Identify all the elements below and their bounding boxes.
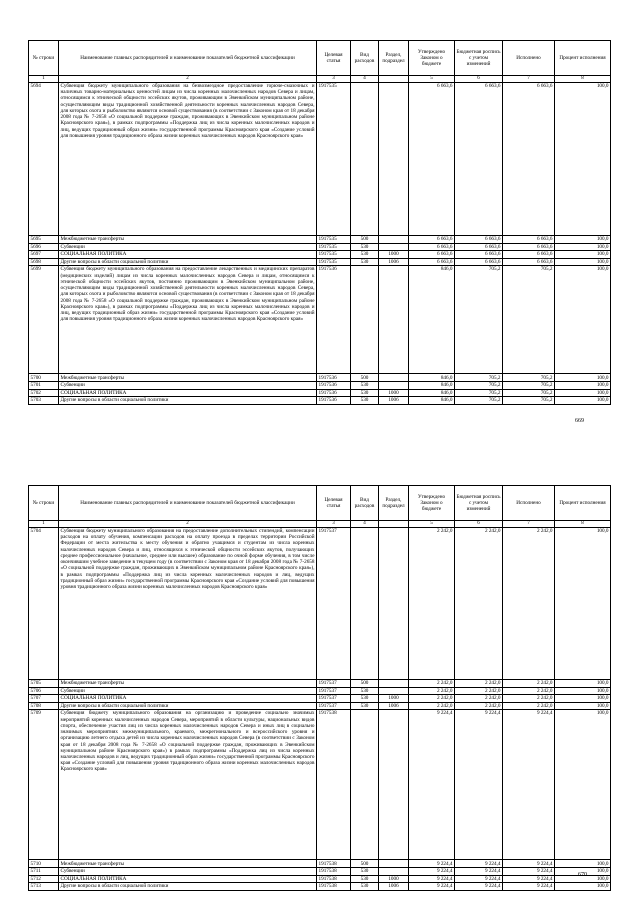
row-executed: 705,2: [503, 266, 555, 374]
row-expense-kind: 500: [351, 236, 379, 244]
row-name: СОЦИАЛЬНАЯ ПОЛИТИКА: [59, 389, 317, 397]
row-expense-kind: 530: [351, 381, 379, 389]
row-number: 5699: [29, 266, 59, 374]
row-approved: 846,0: [409, 266, 455, 374]
row-budget-list: 9 224,4: [455, 860, 503, 868]
header-name: Наименование главных распорядителей и наименование показателей бюджетной классификации: [59, 486, 317, 521]
row-percent: 100,0: [555, 236, 611, 244]
row-executed: 705,2: [503, 389, 555, 397]
row-budget-list: 2 242,0: [455, 687, 503, 695]
row-name: Другие вопросы в области социальной политики: [59, 258, 317, 266]
row-target-article: 1917536: [317, 381, 351, 389]
row-budget-list: 6 663,6: [455, 243, 503, 251]
column-number: 1: [29, 76, 59, 83]
row-section: [379, 680, 409, 688]
row-name: Субвенции: [59, 381, 317, 389]
row-executed: 6 663,6: [503, 258, 555, 266]
row-name: Другие вопросы в области социальной политики: [59, 883, 317, 891]
table-row: [29, 687, 611, 695]
table-row: [29, 236, 611, 244]
row-number: 5705: [29, 680, 59, 688]
column-number: 7: [503, 76, 555, 83]
table-row: [29, 397, 611, 405]
row-section: [379, 528, 409, 680]
column-number: 5: [409, 76, 455, 83]
row-percent: 100,0: [555, 389, 611, 397]
row-percent: 100,0: [555, 251, 611, 259]
row-name: СОЦИАЛЬНАЯ ПОЛИТИКА: [59, 875, 317, 883]
row-expense-kind: [351, 710, 379, 860]
table-row: [29, 251, 611, 259]
row-approved: 6 663,6: [409, 251, 455, 259]
row-approved: 9 224,4: [409, 710, 455, 860]
column-number: 2: [59, 521, 317, 528]
row-approved: 6 663,6: [409, 236, 455, 244]
table-row: [29, 266, 611, 374]
row-section: [379, 381, 409, 389]
row-target-article: 1917535: [317, 83, 351, 236]
header-approved: Утверждено Законом о бюджете: [409, 486, 455, 521]
row-budget-list: 6 663,6: [455, 83, 503, 236]
row-section: 1000: [379, 695, 409, 703]
row-number: 5706: [29, 687, 59, 695]
row-target-article: 1917538: [317, 710, 351, 860]
header-section: Раздел, подраздел: [379, 41, 409, 76]
header-row-number: № строки: [29, 41, 59, 76]
row-executed: 2 242,0: [503, 687, 555, 695]
row-section: [379, 83, 409, 236]
row-budget-list: 705,2: [455, 266, 503, 374]
header-percent: Процент исполнения: [555, 41, 611, 76]
row-name: Другие вопросы в области социальной политики: [59, 397, 317, 405]
row-percent: 100,0: [555, 710, 611, 860]
row-section: [379, 860, 409, 868]
row-section: [379, 266, 409, 374]
row-number: 5713: [29, 883, 59, 891]
table-row: [29, 860, 611, 868]
row-approved: 9 224,4: [409, 867, 455, 875]
row-executed: 2 242,0: [503, 695, 555, 703]
column-number-row: [29, 521, 611, 528]
table-row: [29, 243, 611, 251]
row-budget-list: 9 224,4: [455, 867, 503, 875]
row-executed: 2 242,0: [503, 680, 555, 688]
row-number: 5711: [29, 867, 59, 875]
row-name: СОЦИАЛЬНАЯ ПОЛИТИКА: [59, 251, 317, 259]
row-expense-kind: 530: [351, 397, 379, 405]
table-row: [29, 875, 611, 883]
row-percent: 100,0: [555, 83, 611, 236]
row-name: Субвенции: [59, 687, 317, 695]
row-section: 1006: [379, 397, 409, 405]
row-expense-kind: 530: [351, 867, 379, 875]
row-description: Субвенция бюджету муниципального образования на организацию и проведение социально значимых мероприятий коренных малочисленных народов Севера, мероприятий в области культуры, национальных видов спорта, обеспечение участия лиц из числа коренных малочисленных народов Севера и иных лиц в социально значимых мероприятиях межмуниципального, краевого, межрегионального и всероссийского уровня и организацию летнего отдыха детей из числа коренных малочисленных народов Севера (в соответствии с Законом края от 18 декабря 2008 года № 7-2658 «О социальной поддержке граждан, проживающих в Эвенкийском муниципальном районе Красноярского края») в рамках подпрограммы «Поддержка лиц из числа коренных малочисленных народов и лиц, ведущих традиционный образ жизни» государственной программы Красноярского края «Создание условий для повышения уровня традиционного образа жизни коренных малочисленных народов Красноярского края»: [59, 710, 317, 860]
header-executed: Исполнено: [503, 486, 555, 521]
row-section: 1006: [379, 883, 409, 891]
row-section: [379, 236, 409, 244]
row-section: [379, 374, 409, 382]
document-page-670: [0, 452, 640, 905]
table-row: [29, 702, 611, 710]
row-approved: 9 224,4: [409, 860, 455, 868]
row-section: 1000: [379, 875, 409, 883]
row-section: [379, 687, 409, 695]
column-number: 2: [59, 76, 317, 83]
table-row: [29, 83, 611, 236]
row-expense-kind: 500: [351, 680, 379, 688]
row-budget-list: 6 663,6: [455, 251, 503, 259]
column-number: 6: [455, 521, 503, 528]
row-expense-kind: [351, 266, 379, 374]
row-budget-list: 2 242,0: [455, 680, 503, 688]
row-percent: 100,0: [555, 374, 611, 382]
row-expense-kind: 530: [351, 251, 379, 259]
row-name: Межбюджетные трансферты: [59, 236, 317, 244]
row-target-article: 1917537: [317, 528, 351, 680]
row-number: 5710: [29, 860, 59, 868]
row-percent: 100,0: [555, 687, 611, 695]
budget-table: [28, 40, 611, 405]
row-executed: 6 663,6: [503, 236, 555, 244]
row-executed: 705,2: [503, 381, 555, 389]
row-percent: 100,0: [555, 702, 611, 710]
row-section: [379, 867, 409, 875]
page-number: 670: [578, 872, 587, 878]
row-section: 1006: [379, 702, 409, 710]
row-expense-kind: 530: [351, 695, 379, 703]
row-target-article: 1917536: [317, 389, 351, 397]
row-name: Другие вопросы в области социальной политики: [59, 702, 317, 710]
row-target-article: 1917535: [317, 236, 351, 244]
budget-table: [28, 485, 611, 891]
row-section: 1000: [379, 251, 409, 259]
header-expense-kind: Вид расходов: [351, 41, 379, 76]
row-approved: 6 663,6: [409, 243, 455, 251]
header-budget-list: Бюджетная роспись с учетом изменений: [455, 41, 503, 76]
row-expense-kind: [351, 83, 379, 236]
row-number: 5703: [29, 397, 59, 405]
row-expense-kind: 530: [351, 243, 379, 251]
row-expense-kind: 500: [351, 860, 379, 868]
row-approved: 9 224,4: [409, 883, 455, 891]
row-description: Субвенция бюджету муниципального образования на предоставление лекарственных и медицинских препаратов (медицинских изделий) лицам из числа коренных малочисленных народов Севера и лицам, относящимся к этнической общности эссейских якутов, постоянно проживающим в Эвенкийском муниципальном районе, осуществляющим виды традиционной хозяйственной деятельности коренных малочисленных народов Севера, для которых охота и рыболовство являются основой существования (в соответствии с Законом края от 18 декабря 2008 года № 7-2658 «О социальной поддержке граждан, проживающих в Эвенкийском муниципальном районе Красноярского края»), в рамках подпрограммы «Поддержка лиц из числа коренных малочисленных народов и лиц, ведущих традиционный образ жизни» государственной программы Красноярского края «Создание условий для повышения уровня традиционного образа жизни коренных малочисленных народов Красноярского края»: [59, 266, 317, 374]
row-budget-list: 2 242,0: [455, 702, 503, 710]
row-expense-kind: [351, 528, 379, 680]
row-approved: 846,0: [409, 381, 455, 389]
column-number: 6: [455, 76, 503, 83]
row-target-article: 1917537: [317, 695, 351, 703]
row-section: [379, 710, 409, 860]
row-approved: 2 242,0: [409, 695, 455, 703]
row-expense-kind: 530: [351, 702, 379, 710]
column-number-row: [29, 76, 611, 83]
header-target-article: Целевая статья: [317, 486, 351, 521]
row-approved: 2 242,0: [409, 702, 455, 710]
row-name: Межбюджетные трансферты: [59, 374, 317, 382]
row-description: Субвенция бюджету муниципального образования на безвозмездное предоставление горюче-смазочных и наличных товарно-материальных ценностей лицам из числа коренных малочисленных народов Севера и лицам, относящимся к этнической общности эссейских якутов, проживающим в Эвенкийском муниципальном районе, осуществляющим виды традиционной хозяйственной деятельности коренных малочисленных народов Севера, для которых охота и рыболовство являются основой существования (в соответствии с Законом края от 18 декабря 2008 года № 7-2658 «О социальной поддержке граждан, проживающих в Эвенкийском муниципальном районе Красноярского края»), в рамках подпрограммы «Поддержка лиц из числа коренных малочисленных народов и лиц, ведущих традиционный образ жизни» государственной программы Красноярского края «Создание условий для повышения уровня традиционного образа жизни коренных малочисленных народов Красноярского края»: [59, 83, 317, 236]
row-name: СОЦИАЛЬНАЯ ПОЛИТИКА: [59, 695, 317, 703]
row-budget-list: 9 224,4: [455, 875, 503, 883]
column-number: 4: [351, 521, 379, 528]
row-executed: 6 663,6: [503, 243, 555, 251]
row-approved: 6 663,6: [409, 83, 455, 236]
column-number: 7: [503, 521, 555, 528]
column-number: 8: [555, 76, 611, 83]
row-target-article: 1917536: [317, 374, 351, 382]
column-number: [379, 521, 409, 528]
document-page-669: [0, 0, 640, 452]
row-target-article: 1917538: [317, 883, 351, 891]
page-number: 669: [575, 418, 584, 424]
row-executed: 705,2: [503, 397, 555, 405]
row-approved: 9 224,4: [409, 875, 455, 883]
header-row-number: № строки: [29, 486, 59, 521]
row-approved: 2 242,0: [409, 680, 455, 688]
row-approved: 6 663,6: [409, 258, 455, 266]
row-percent: 100,0: [555, 867, 611, 875]
table-row: [29, 528, 611, 680]
row-approved: 2 242,0: [409, 528, 455, 680]
row-section: 1000: [379, 389, 409, 397]
row-target-article: 1917536: [317, 397, 351, 405]
row-expense-kind: 500: [351, 374, 379, 382]
column-number: 8: [555, 521, 611, 528]
row-executed: 9 224,4: [503, 867, 555, 875]
header-expense-kind: Вид расходов: [351, 486, 379, 521]
row-expense-kind: 530: [351, 687, 379, 695]
row-approved: 846,0: [409, 389, 455, 397]
row-executed: 705,2: [503, 374, 555, 382]
row-name: Межбюджетные трансферты: [59, 680, 317, 688]
row-target-article: 1917537: [317, 680, 351, 688]
column-number: 4: [351, 76, 379, 83]
row-target-article: 1917537: [317, 702, 351, 710]
table-row: [29, 867, 611, 875]
row-name: Субвенции: [59, 243, 317, 251]
row-percent: 100,0: [555, 860, 611, 868]
row-expense-kind: 530: [351, 258, 379, 266]
row-target-article: 1917537: [317, 687, 351, 695]
header-budget-list: Бюджетная роспись с учетом изменений: [455, 486, 503, 521]
row-number: 5702: [29, 389, 59, 397]
row-number: 5704: [29, 528, 59, 680]
row-section: 1006: [379, 258, 409, 266]
row-target-article: 1917535: [317, 243, 351, 251]
row-executed: 6 663,6: [503, 251, 555, 259]
table-row: [29, 883, 611, 891]
header-percent: Процент исполнения: [555, 486, 611, 521]
column-number: 3: [317, 521, 351, 528]
row-executed: 2 242,0: [503, 528, 555, 680]
row-percent: 100,0: [555, 397, 611, 405]
row-number: 5709: [29, 710, 59, 860]
row-executed: 9 224,4: [503, 860, 555, 868]
header-executed: Исполнено: [503, 41, 555, 76]
row-expense-kind: 530: [351, 389, 379, 397]
row-target-article: 1917538: [317, 867, 351, 875]
table-row: [29, 695, 611, 703]
row-number: 5707: [29, 695, 59, 703]
row-budget-list: 705,2: [455, 389, 503, 397]
row-approved: 846,0: [409, 397, 455, 405]
row-executed: 9 224,4: [503, 875, 555, 883]
row-number: 5694: [29, 83, 59, 236]
row-target-article: 1917535: [317, 258, 351, 266]
row-number: 5695: [29, 236, 59, 244]
row-name: Субвенции: [59, 867, 317, 875]
table-row: [29, 374, 611, 382]
row-budget-list: 9 224,4: [455, 710, 503, 860]
row-executed: 2 242,0: [503, 702, 555, 710]
column-number: 5: [409, 521, 455, 528]
table-row: [29, 381, 611, 389]
row-expense-kind: 530: [351, 883, 379, 891]
table-row: [29, 258, 611, 266]
column-number: 1: [29, 521, 59, 528]
row-target-article: 1917536: [317, 266, 351, 374]
row-target-article: 1917538: [317, 860, 351, 868]
row-number: 5700: [29, 374, 59, 382]
row-section: [379, 243, 409, 251]
row-percent: 100,0: [555, 695, 611, 703]
row-number: 5696: [29, 243, 59, 251]
row-executed: 9 224,4: [503, 883, 555, 891]
header-target-article: Целевая статья: [317, 41, 351, 76]
row-number: 5708: [29, 702, 59, 710]
row-executed: 9 224,4: [503, 710, 555, 860]
table-row: [29, 710, 611, 860]
row-number: 5701: [29, 381, 59, 389]
row-approved: 2 242,0: [409, 687, 455, 695]
header-section: Раздел, подраздел: [379, 486, 409, 521]
column-number: 3: [317, 76, 351, 83]
table-row: [29, 389, 611, 397]
row-budget-list: 6 663,6: [455, 236, 503, 244]
row-expense-kind: 530: [351, 875, 379, 883]
row-percent: 100,0: [555, 258, 611, 266]
header-name: Наименование главных распорядителей и наименование показателей бюджетной классификации: [59, 41, 317, 76]
table-header-row: [29, 486, 611, 521]
column-number: [379, 76, 409, 83]
row-percent: 100,0: [555, 528, 611, 680]
row-percent: 100,0: [555, 381, 611, 389]
table-header-row: [29, 41, 611, 76]
row-number: 5698: [29, 258, 59, 266]
row-percent: 100,0: [555, 266, 611, 374]
row-number: 5697: [29, 251, 59, 259]
row-budget-list: 6 663,6: [455, 258, 503, 266]
row-target-article: 1917538: [317, 875, 351, 883]
row-target-article: 1917535: [317, 251, 351, 259]
row-budget-list: 2 242,0: [455, 695, 503, 703]
row-percent: 100,0: [555, 243, 611, 251]
table-row: [29, 680, 611, 688]
row-percent: 100,0: [555, 883, 611, 891]
row-description: Субвенция бюджету муниципального образования на предоставление дополнительных стипендий, компенсации расходов на оплату обучения, компенсации расходов на оплату проезда в пределах территории Российской Федерации от места жительства к месту обучения и обратно учащимся и студентам из числа коренных малочисленных народов Севера и лиц, относящихся к этнической общности эссейских якутов, получающих среднее профессиональное (начальное, среднее или высшее) образование по очной форме обучения, в том числе окончившим учебное заведение в текущем году (в соответствии с Законом края от 18 декабря 2008 года № 7-2658 «О социальной поддержке граждан, проживающих в Эвенкийском муниципальном районе Красноярского края»), в рамках подпрограммы «Поддержка лиц из числа коренных малочисленных народов и лиц, ведущих традиционный образ жизни» государственной программы Красноярского края «Создание условий для повышения уровня традиционного образа жизни коренных малочисленных народов Красноярского края»: [59, 528, 317, 680]
row-percent: 100,0: [555, 680, 611, 688]
row-budget-list: 705,2: [455, 397, 503, 405]
row-budget-list: 2 242,0: [455, 528, 503, 680]
row-executed: 6 663,6: [503, 83, 555, 236]
row-approved: 846,0: [409, 374, 455, 382]
header-approved: Утверждено Законом о бюджете: [409, 41, 455, 76]
row-percent: 100,0: [555, 875, 611, 883]
row-budget-list: 9 224,4: [455, 883, 503, 891]
row-budget-list: 705,2: [455, 374, 503, 382]
row-name: Межбюджетные трансферты: [59, 860, 317, 868]
row-budget-list: 705,2: [455, 381, 503, 389]
row-number: 5712: [29, 875, 59, 883]
